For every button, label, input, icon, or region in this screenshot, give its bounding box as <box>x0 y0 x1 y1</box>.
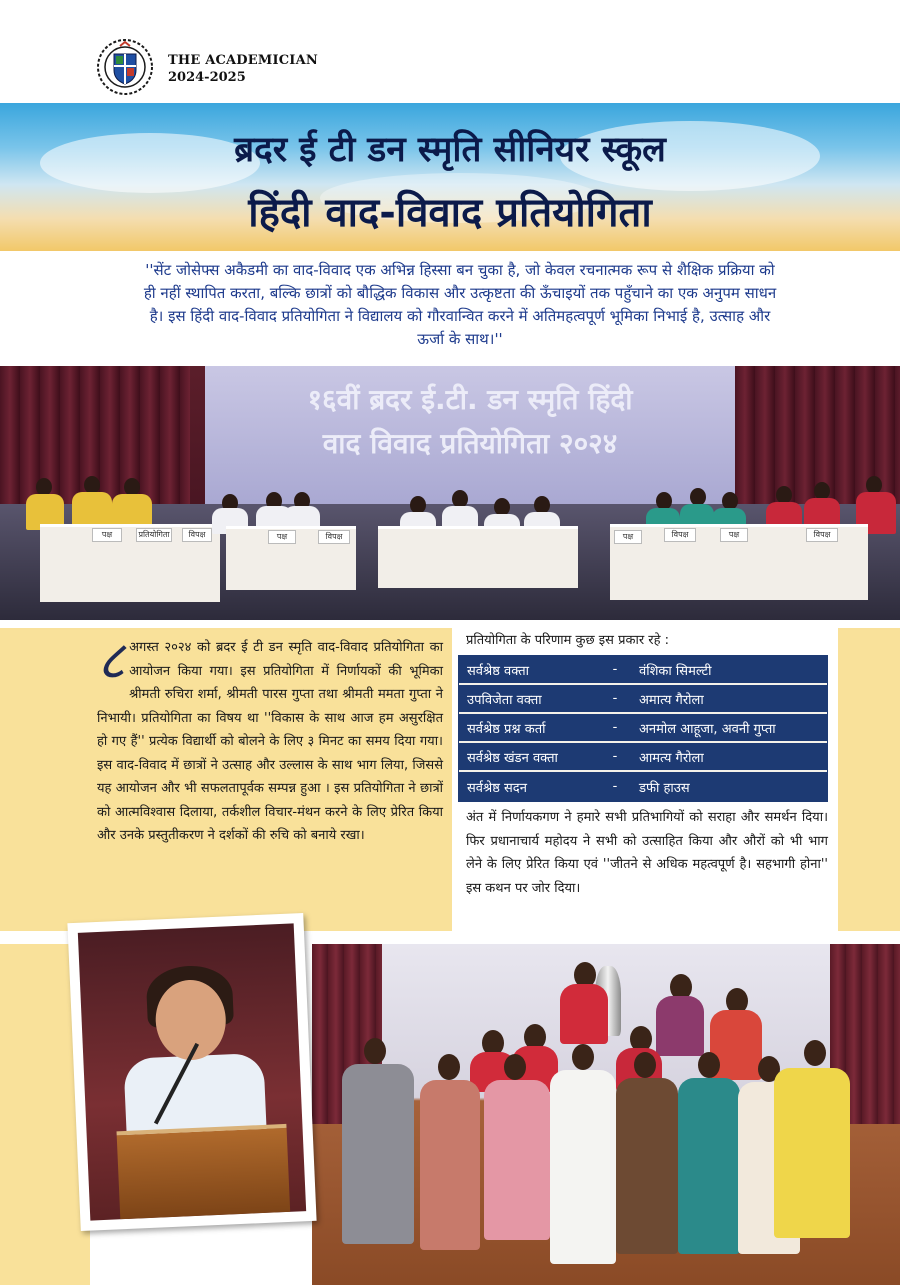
placard: विपक्ष <box>806 528 838 542</box>
article-body <box>97 629 443 848</box>
result-category: सर्वश्रेष्ठ वक्ता <box>467 663 529 679</box>
group-photo <box>312 944 900 1285</box>
placard: विपक्ष <box>318 530 350 544</box>
speaker-photo-frame <box>67 913 316 1231</box>
placard: पक्ष <box>614 530 642 544</box>
results-row <box>459 743 827 772</box>
intro-quote: ''सेंट जोसेफ्स अकैडमी का वाद-विवाद एक अभिन्न हिस्सा बन चुका है, जो केवल रचनात्मक रूप से शैक्षिक प्रक्रिया को ही नहीं स्थापित करता, बल्कि छात्रों को बौद्धिक विकास और उत्कृष्टता की ऊँचाइयों तक पहुँचाने का एक अनुपम साधन है। इस हिंदी वाद-विवाद प्रतियोगिता ने विद्यालय को गौरवान्वित करने में अतिमहत्वपूर्ण भूमिका निभाई है, उत्साह और ऊर्जा के साथ।'' <box>143 261 777 348</box>
teacher <box>420 1080 480 1250</box>
result-winner: अमात्य गैरोला <box>639 692 704 708</box>
teacher <box>616 1078 678 1254</box>
publication-year: 2024-2025 <box>168 70 246 85</box>
result-separator: - <box>612 749 618 764</box>
results-heading: प्रतियोगिता के परिणाम कुछ इस प्रकार रहे : <box>466 633 669 648</box>
teacher <box>484 1080 550 1240</box>
closing-paragraph: अंत में निर्णायकगण ने हमारे सभी प्रतिभागियों को सराहा और समर्थन दिया। फिर प्रधानाचार्य महोदय ने सभी को उत्साहित किया और औरों को भी भाग लेने के लिए प्रेरित किया एवं ''जीतने से अधिक महत्वपूर्ण है। सहभागी होना'' इस कथन पर जोर दिया। <box>466 810 828 896</box>
placard: पक्ष <box>720 528 748 542</box>
results-row <box>459 714 827 743</box>
person-head <box>504 1054 526 1080</box>
drop-cap: ८ <box>97 629 126 692</box>
article-text: अगस्त २०२४ को ब्रदर ई टी डन स्मृति वाद-विवाद प्रतियोगिता का आयोजन किया गया। इस प्रतियोगिता में निर्णायकों की भूमिका श्रीमती रुचिरा शर्मा, श्रीमती पारस गुप्ता तथा श्रीमती ममता गुप्ता ने निभायी। प्रतियोगिता का विषय था ''विकास के साथ आज हम असुरक्षित हो गए हैं'' प्रत्येक विद्यार्थी को बोलने के लिए ३ मिनट का समय दिया गया। इस वाद-विवाद में छात्रों ने उत्साह और उल्लास के साथ भाग लिया, जिससे यह आयोजन और भी सफलतापूर्वक सम्पन्न हुआ । इस प्रतियोगिता ने छात्रों को आत्मविश्वास दिलाया, तर्कशील विचार-मंथन करने के लिए प्रेरित किया और उनके प्रस्तुतीकरण ने दर्शकों की रुचि को बनाये रखा। <box>97 640 443 843</box>
person-head <box>572 1044 594 1070</box>
results-row <box>459 772 827 801</box>
person-head <box>364 1038 386 1064</box>
guest <box>342 1064 414 1244</box>
debate-stage-photo <box>0 366 900 620</box>
judges-table <box>378 526 578 588</box>
right-panel-background <box>838 628 900 931</box>
banner-title-line1: ब्रदर ई टी डन स्मृति सीनियर स्कूल <box>234 130 666 170</box>
screen-title-line2: वाद विवाद प्रतियोगिता २०२४ <box>322 427 618 460</box>
result-winner: डफी हाउस <box>639 780 690 796</box>
result-winner: अनमोल आहूजा, अवनी गुप्ता <box>639 721 776 737</box>
principal <box>550 1070 616 1264</box>
result-winner: वंशिका सिमल्टी <box>639 663 712 679</box>
banner-title-line2: हिंदी वाद-विवाद प्रतियोगिता <box>248 190 652 236</box>
projection-screen <box>205 366 735 506</box>
result-separator: - <box>612 779 618 794</box>
result-winner: आमत्य गैरोला <box>639 750 704 766</box>
podium <box>117 1124 291 1219</box>
person-head <box>438 1054 460 1080</box>
title-banner <box>0 103 900 251</box>
result-separator: - <box>612 720 618 735</box>
result-category: उपविजेता वक्ता <box>467 692 542 708</box>
person-head <box>634 1052 656 1078</box>
page-header <box>92 38 412 98</box>
placard: पक्ष <box>92 528 122 542</box>
placard: प्रतियोगिता <box>136 528 172 542</box>
placard: विपक्ष <box>664 528 696 542</box>
student <box>560 984 608 1044</box>
teacher <box>678 1078 740 1254</box>
school-crest-icon <box>92 38 158 96</box>
person-head <box>804 1040 826 1066</box>
teacher <box>656 996 704 1056</box>
person-head <box>698 1052 720 1078</box>
placard: विपक्ष <box>182 528 212 542</box>
results-row <box>459 656 827 685</box>
result-category: सर्वश्रेष्ठ सदन <box>467 780 527 796</box>
result-category: सर्वश्रेष्ठ प्रश्न कर्ता <box>467 721 546 737</box>
publication-title: THE ACADEMICIAN <box>168 53 318 68</box>
result-separator: - <box>612 662 618 677</box>
speaker-photo <box>78 923 306 1220</box>
results-row <box>459 685 827 714</box>
result-separator: - <box>612 691 618 706</box>
screen-title-line1: १६वीं ब्रदर ई.टी. डन स्मृति हिंदी <box>307 383 633 416</box>
teacher <box>774 1068 850 1238</box>
placard: पक्ष <box>268 530 296 544</box>
result-category: सर्वश्रेष्ठ खंडन वक्ता <box>467 750 558 766</box>
results-table <box>458 655 828 802</box>
